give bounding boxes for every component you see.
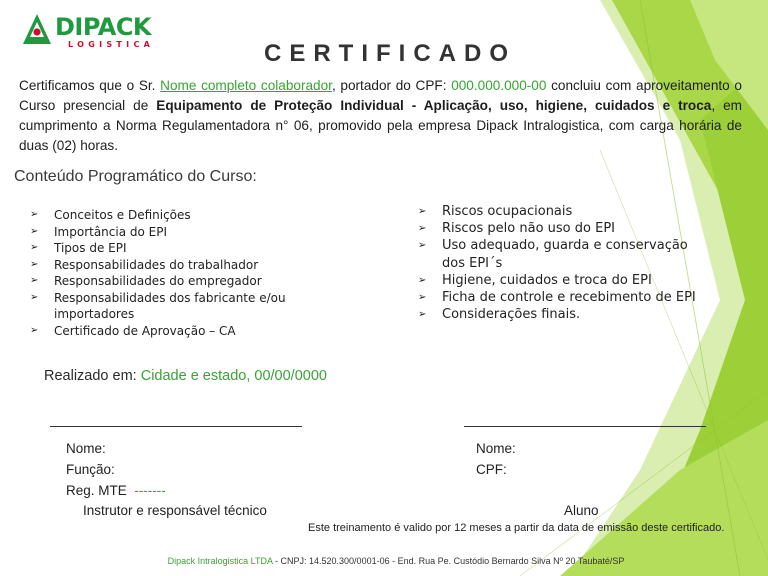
list-item: ➢ Responsabilidades do trabalhador xyxy=(30,257,330,274)
name-placeholder: Nome completo colaborador xyxy=(160,78,332,93)
footer xyxy=(0,556,768,566)
list-item: ➢ Uso adequado, guarda e conservação dos EPI´s xyxy=(418,237,708,271)
list-item: ➢ Higiene, cuidados e troca do EPI xyxy=(418,272,708,289)
list-item: ➢ Certificado de Aprovação – CA xyxy=(30,323,330,340)
list-item: ➢ Conceitos e Definições xyxy=(30,207,330,224)
course-name: Equipamento de Proteção Individual - Aplicação, uso, higiene, cuidados e troca xyxy=(156,98,712,113)
student-name-label: Nome: xyxy=(476,441,516,456)
footer-company: Dipack Intralogistica LTDA xyxy=(167,556,273,566)
realizado-label: Realizado em: xyxy=(44,368,141,384)
cpf-value: 000.000.000-00 xyxy=(451,78,547,93)
realizado-line xyxy=(44,368,327,384)
certificate-body xyxy=(19,76,742,156)
logo-subtitle: LOGISTICA xyxy=(68,40,155,49)
list-item: ➢ Responsabilidades dos fabricante e/ou importadores xyxy=(30,290,330,323)
instructor-name-label: Nome: xyxy=(66,441,106,456)
list-item: ➢ Riscos pelo não uso do EPI xyxy=(418,220,708,237)
body-intro: Certificamos que o Sr. xyxy=(19,78,161,93)
instructor-signature-line xyxy=(50,426,302,427)
student-role: Aluno xyxy=(564,503,599,518)
list-item: ➢ Tipos de EPI xyxy=(30,240,330,257)
list-item: ➢ Importância do EPI xyxy=(30,224,330,241)
footer-details: - CNPJ: 14.520.300/0001-06 - End. Rua Pe. Custódio Bernardo Silva Nº 20 Taubaté/SP xyxy=(272,556,625,566)
instructor-function-label: Função: xyxy=(66,462,115,477)
program-list-left xyxy=(30,207,330,339)
instructor-reg-line xyxy=(66,483,166,498)
list-item: ➢ Ficha de controle e recebimento de EPI xyxy=(418,289,708,306)
validity-note: Este treinamento é valido por 12 meses a partir da data de emissão deste certificado. xyxy=(308,522,725,534)
student-cpf-label: CPF: xyxy=(476,462,507,477)
logo-name: DIPACK xyxy=(55,13,152,41)
body-cpf-label: , portador do CPF: xyxy=(331,78,452,93)
reg-mte-label: Reg. MTE xyxy=(66,483,127,498)
body-closing: , em cumprimento a Norma Regulamentadora n° 06, promovido pela empresa Dipack Intralogistica, com carga horária de duas (02) horas. xyxy=(19,98,742,153)
list-item: ➢ Riscos ocupacionais xyxy=(418,203,708,220)
realizado-value: Cidade e estado, 00/00/0000 xyxy=(140,368,327,384)
list-item: ➢ Responsabilidades do empregador xyxy=(30,273,330,290)
list-item: ➢ Considerações finais. xyxy=(418,306,708,323)
certificate-title: CERTIFICADO xyxy=(264,40,516,67)
body-course-intro: concluiu com aproveitamento o Curso presencial de xyxy=(19,78,742,113)
program-list-right xyxy=(418,203,708,323)
program-title: Conteúdo Programático do Curso: xyxy=(14,168,257,185)
instructor-role: Instrutor e responsável técnico xyxy=(83,503,267,518)
reg-mte-value: ------- xyxy=(134,483,166,498)
student-signature-line xyxy=(464,426,706,427)
